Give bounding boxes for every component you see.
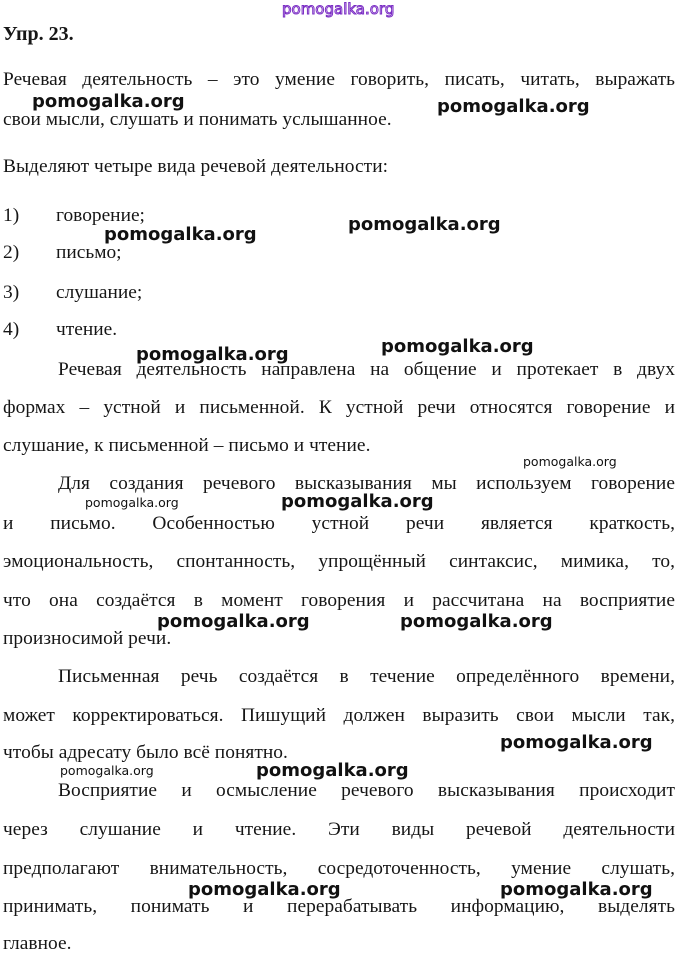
text-line: эмоциональность, спонтанность, упрощённый синтаксис, мимика, то, xyxy=(3,551,675,572)
watermark: pomogalka.org xyxy=(60,763,154,778)
text-line: что она создаётся в момент говорения и рассчитана на восприятие xyxy=(3,590,675,611)
watermark: pomogalka.org xyxy=(437,96,590,117)
watermark: pomogalka.org xyxy=(188,879,341,900)
text-line: и письмо. Особенностью устной речи является краткость, xyxy=(3,513,675,534)
watermark: pomogalka.org xyxy=(348,214,501,235)
watermark: pomogalka.org xyxy=(281,491,434,512)
text-line: свои мысли, слушать и понимать услышанное. xyxy=(3,109,392,130)
list-item: письмо; xyxy=(56,242,122,263)
text-line: Письменная речь создаётся в течение определённого времени, xyxy=(58,666,675,687)
watermark: pomogalka.org xyxy=(256,760,409,781)
text-line: чтобы адресату было всё понятно. xyxy=(3,742,288,763)
watermark: pomogalka.org xyxy=(381,336,534,357)
watermark: pomogalka.org xyxy=(523,454,617,469)
text-line: предполагают внимательность, сосредоточенность, умение слушать, xyxy=(3,858,675,879)
list-number: 2) xyxy=(3,242,20,263)
watermark: pomogalka.org xyxy=(500,879,653,900)
watermark: pomogalka.org xyxy=(500,732,653,753)
text-line: Восприятие и осмысление речевого высказывания происходит xyxy=(58,780,675,801)
list-number: 4) xyxy=(3,319,20,340)
list-item: чтение. xyxy=(56,319,118,340)
watermark: pomogalka.org xyxy=(400,611,553,632)
list-item: говорение; xyxy=(56,205,145,226)
list-item: слушание; xyxy=(56,282,143,303)
text-line: может корректироваться. Пишущий должен выразить свои мысли так, xyxy=(3,705,675,726)
text-line: через слушание и чтение. Эти виды речевой деятельности xyxy=(3,819,675,840)
list-number: 3) xyxy=(3,282,20,303)
text-line: Речевая деятельность – это умение говорить, писать, читать, выражать xyxy=(3,69,675,90)
watermark: pomogalka.org xyxy=(136,344,289,365)
watermark: pomogalka.org xyxy=(32,91,185,112)
header-watermark: pomogalka.org xyxy=(282,0,395,18)
text-line: Речевая деятельность направлена на общение и протекает в двух xyxy=(58,359,675,380)
text-line: произносимой речи. xyxy=(3,628,172,649)
text-line: Выделяют четыре вида речевой деятельности: xyxy=(3,156,389,177)
text-line: принимать, понимать и перерабатывать информацию, выделять xyxy=(3,896,675,917)
text-line: главное. xyxy=(3,933,72,954)
exercise-title: Упр. 23. xyxy=(3,23,74,45)
text-line: слушание, к письменной – письмо и чтение. xyxy=(3,435,371,456)
text-line: формах – устной и письменной. К устной речи относятся говорение и xyxy=(3,397,675,418)
watermark: pomogalka.org xyxy=(85,495,179,510)
list-number: 1) xyxy=(3,205,20,226)
watermark: pomogalka.org xyxy=(157,611,310,632)
text-line: Для создания речевого высказывания мы используем говорение xyxy=(58,473,675,494)
watermark: pomogalka.org xyxy=(104,224,257,245)
